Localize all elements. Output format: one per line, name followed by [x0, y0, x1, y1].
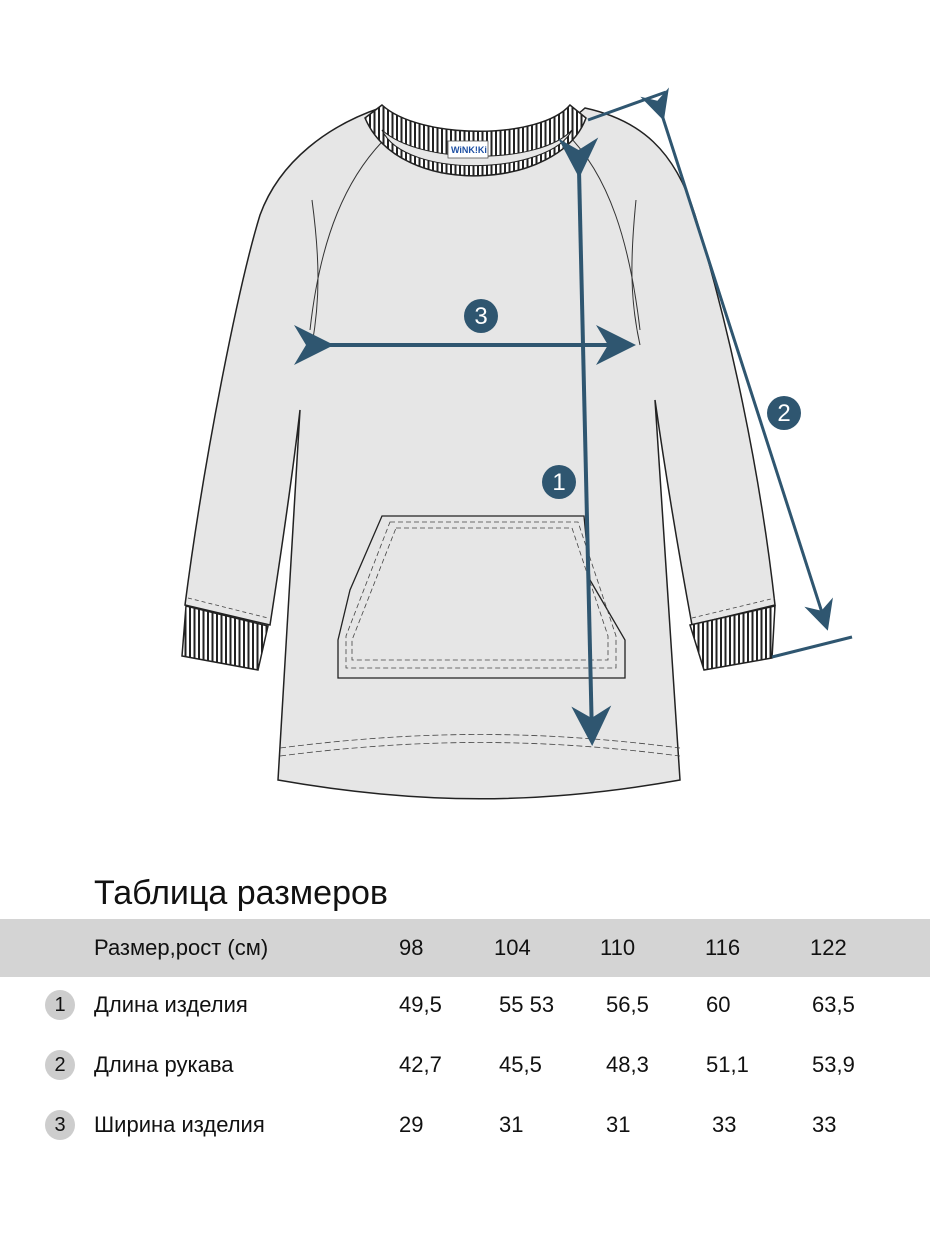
header-label: Размер,рост (см)	[94, 935, 269, 960]
marker-1	[542, 465, 576, 499]
marker-3	[464, 299, 498, 333]
size-table-header	[0, 919, 930, 977]
row-number-badge: 1	[45, 990, 75, 1020]
row-value: 49,5	[399, 992, 442, 1017]
table-row	[0, 987, 930, 1027]
table-row	[0, 1107, 930, 1147]
row-value: 33	[712, 1112, 737, 1137]
size-104: 104	[494, 935, 531, 960]
row-number-badge: 2	[45, 1050, 75, 1080]
size-table-title: Таблица размеров	[94, 874, 388, 912]
kangaroo-pocket	[338, 516, 625, 678]
row-value: 31	[606, 1112, 631, 1137]
row-value: 48,3	[606, 1052, 649, 1077]
marker-2	[767, 396, 801, 430]
row-value: 42,7	[399, 1052, 442, 1077]
row-label: Ширина изделия	[94, 1112, 265, 1137]
row-value: 33	[812, 1112, 837, 1137]
size-116: 116	[705, 935, 741, 960]
row-value: 56,5	[606, 992, 649, 1017]
size-98: 98	[399, 935, 424, 960]
row-number-badge: 3	[45, 1110, 75, 1140]
row-value: 63,5	[812, 992, 855, 1017]
sweatshirt-body	[185, 108, 775, 799]
row-label: Длина изделия	[94, 992, 248, 1017]
size-122: 122	[810, 935, 847, 960]
row-label: Длина рукава	[94, 1052, 234, 1077]
brand-logo-text: WiNK!Ki	[451, 145, 487, 155]
row-value: 51,1	[706, 1052, 749, 1077]
row-value: 29	[399, 1112, 424, 1137]
brand-label	[448, 141, 488, 158]
row-value: 31	[499, 1112, 524, 1137]
row-value: 45,5	[499, 1052, 542, 1077]
svg-text:2: 2	[777, 400, 791, 427]
size-110: 110	[600, 935, 636, 960]
svg-text:3: 3	[474, 303, 488, 330]
svg-text:1: 1	[552, 469, 566, 496]
row-value: 60	[706, 992, 731, 1017]
table-row	[0, 1047, 930, 1087]
row-value: 53,9	[812, 1052, 855, 1077]
row-value: 55 53	[499, 992, 555, 1017]
